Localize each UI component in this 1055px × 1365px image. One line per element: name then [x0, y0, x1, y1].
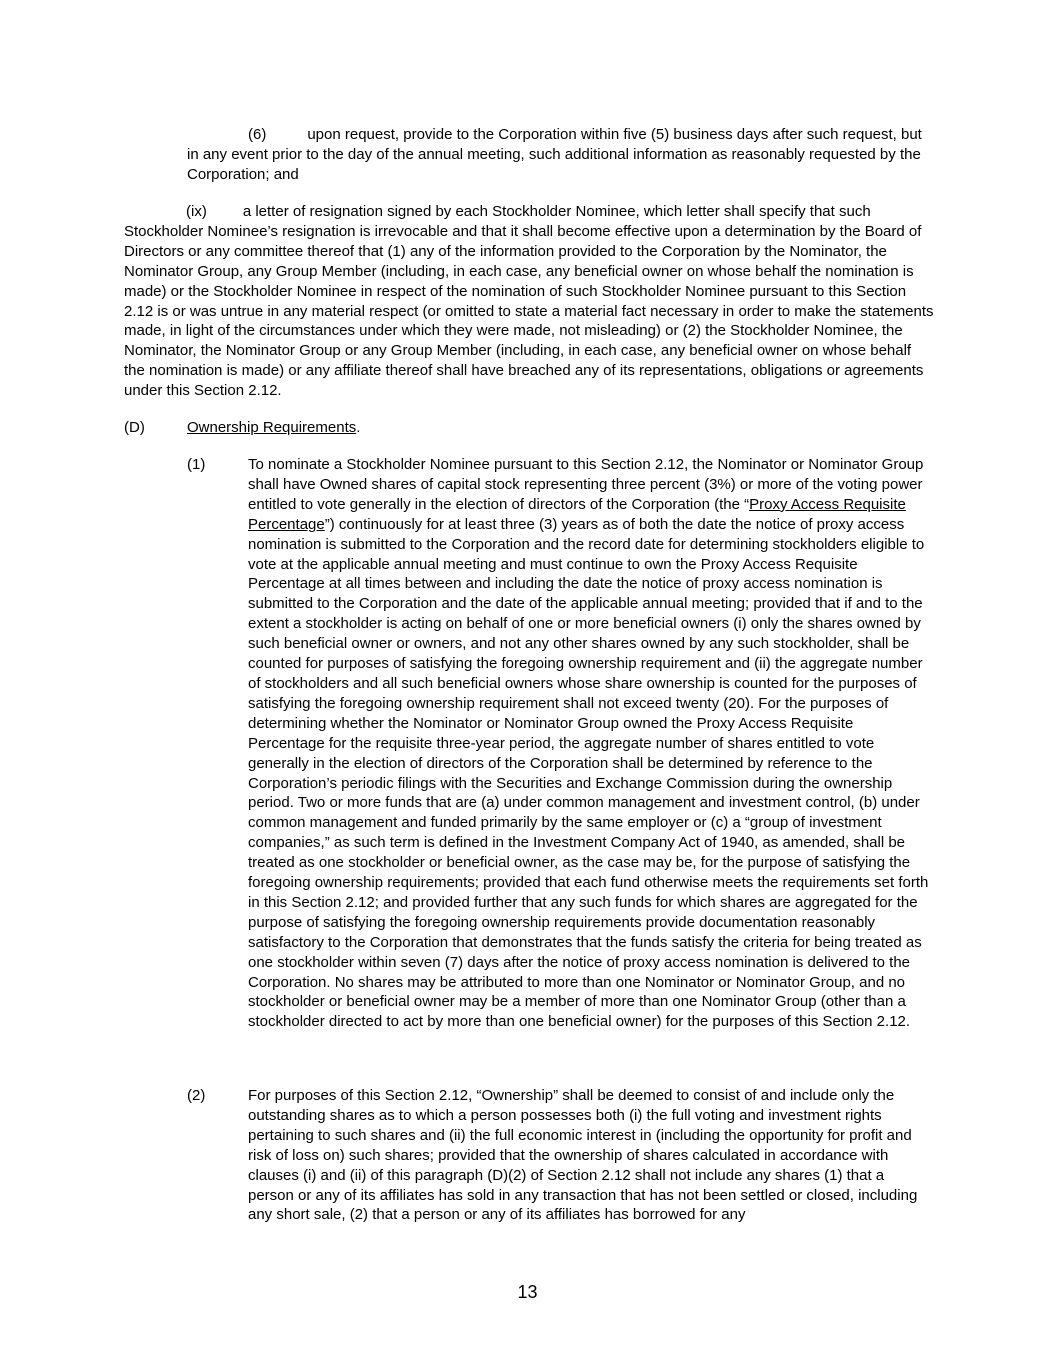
- item-d1-defined-term: Proxy Access Requisite Percentage: [248, 495, 906, 533]
- item-6-text: upon request, provide to the Corporation within five (5) business days after such request, but in any event prior to the day of the annual meeting, such additional information as reasonably requested by the Corporation; and: [187, 126, 922, 183]
- item-6-marker: (6): [248, 126, 267, 143]
- item-d1-marker: (1): [187, 456, 206, 473]
- paragraph-item-ix: [124, 202, 934, 401]
- section-d-title: Ownership Requirements: [187, 419, 357, 436]
- page-number: 13: [517, 1282, 538, 1302]
- item-d2-text: For purposes of this Section 2.12, “Ownership” shall be deemed to consist of and include only the outstanding shares as to which a person possesses both (i) the full voting and investment rights pertaining to such shares and (ii) the full economic interest in (including the opportunity for profit and risk of loss on) such shares; provided that the ownership of shares calculated in accordance with clauses (i) and (ii) of this paragraph (D)(2) of Section 2.12 shall not include any shares (1) that a person or any of its affiliates has sold in any transaction that has not been settled or closed, including any short sale, (2) that a person or any of its affiliates has borrowed for any: [248, 1087, 918, 1224]
- item-d1-text-after: ”) continuously for at least three (3) years as of both the date the notice of proxy access nomination is submitted to the Corporation and the record date for determining stockholders eligible to vote at the applicable annual meeting and must continue to own the Proxy Access Requisite Percentage at all times between and including the date the notice of proxy access nomination is submitted to the Corporation and the date of the applicable annual meeting; provided that if and to the extent a stockholder is acting on behalf of one or more beneficial owners (i) only the shares owned by such beneficial owner or owners, and not any other shares owned by any such stockholder, shall be counted for purposes of satisfying the foregoing ownership requirement and (ii) the aggregate number of stockholders and all such beneficial owners whose share ownership is counted for the purposes of satisfying the foregoing ownership requirement shall not exceed twenty (20). For the purposes of determining whether the Nominator or Nominator Group owned the Proxy Access Requisite Percentage for the requisite three-year period, the aggregate number of shares entitled to vote generally in the election of directors of the Corporation shall be determined by reference to the Corporation’s periodic filings with the Securities and Exchange Commission during the ownership period. Two or more funds that are (a) under common management and investment control, (b) under common management and funded primarily by the same employer or (c) a “group of investment companies,” as such term is defined in the Investment Company Act of 1940, as amended, shall be treated as one stockholder or beneficial owner, as the case may be, for the purpose of satisfying the foregoing ownership requirements; provided that each fund otherwise meets the requirements set forth in this Section 2.12; and provided further that any such funds for which shares are aggregated for the purpose of satisfying the foregoing ownership requirements provide documentation reasonably satisfactory to the Corporation that demonstrates that the funds satisfy the criteria for being treated as one stockholder within seven (7) days after the notice of proxy access nomination is delivered to the Corporation. No shares may be attributed to more than one Nominator or Nominator Group, and no stockholder or beneficial owner may be a member of more than one Nominator Group (other than a stockholder directed to act by more than one beneficial owner) for the purposes of this Section 2.12.: [248, 515, 929, 1031]
- item-d1-body: [248, 455, 934, 1032]
- item-ix-text: a letter of resignation signed by each Stockholder Nominee, which letter shall specify that such Stockholder Nominee’s resignation is irrevocable and that it shall become effective upon a determination by the Board of Directors or any committee thereof that (1) any of the information provided to the Corporation by the Nominator, the Nominator Group, any Group Member (including, in each case, any beneficial owner on whose behalf the nomination is made) or the Stockholder Nominee in respect of the nomination of such Stockholder Nominee pursuant to this Section 2.12 is or was untrue in any material respect (or omitted to state a material fact necessary in order to make the statements made, in light of the circumstances under which they were made, not misleading) or (2) the Stockholder Nominee, the Nominator, the Nominator Group or any Group Member (including, in each case, any beneficial owner on whose behalf the nomination is made) or any affiliate thereof shall have breached any of its representations, obligations or agreements under this Section 2.12.: [124, 203, 934, 400]
- section-d-title-line: [187, 418, 360, 438]
- section-d-title-suffix: .: [356, 419, 361, 436]
- paragraph-item-6: [187, 125, 932, 185]
- item-d2-body: [248, 1086, 934, 1225]
- section-d-marker: (D): [124, 419, 145, 436]
- item-ix-marker: (ix): [186, 203, 207, 220]
- item-d2-marker: (2): [187, 1087, 206, 1104]
- item-d1-text-before: To nominate a Stockholder Nominee pursuant to this Section 2.12, the Nominator or Nominator Group shall have Owned shares of capital stock representing three percent (3%) or more of the voting power entitled to vote generally in the election of directors of the Corporation (the “: [248, 456, 924, 513]
